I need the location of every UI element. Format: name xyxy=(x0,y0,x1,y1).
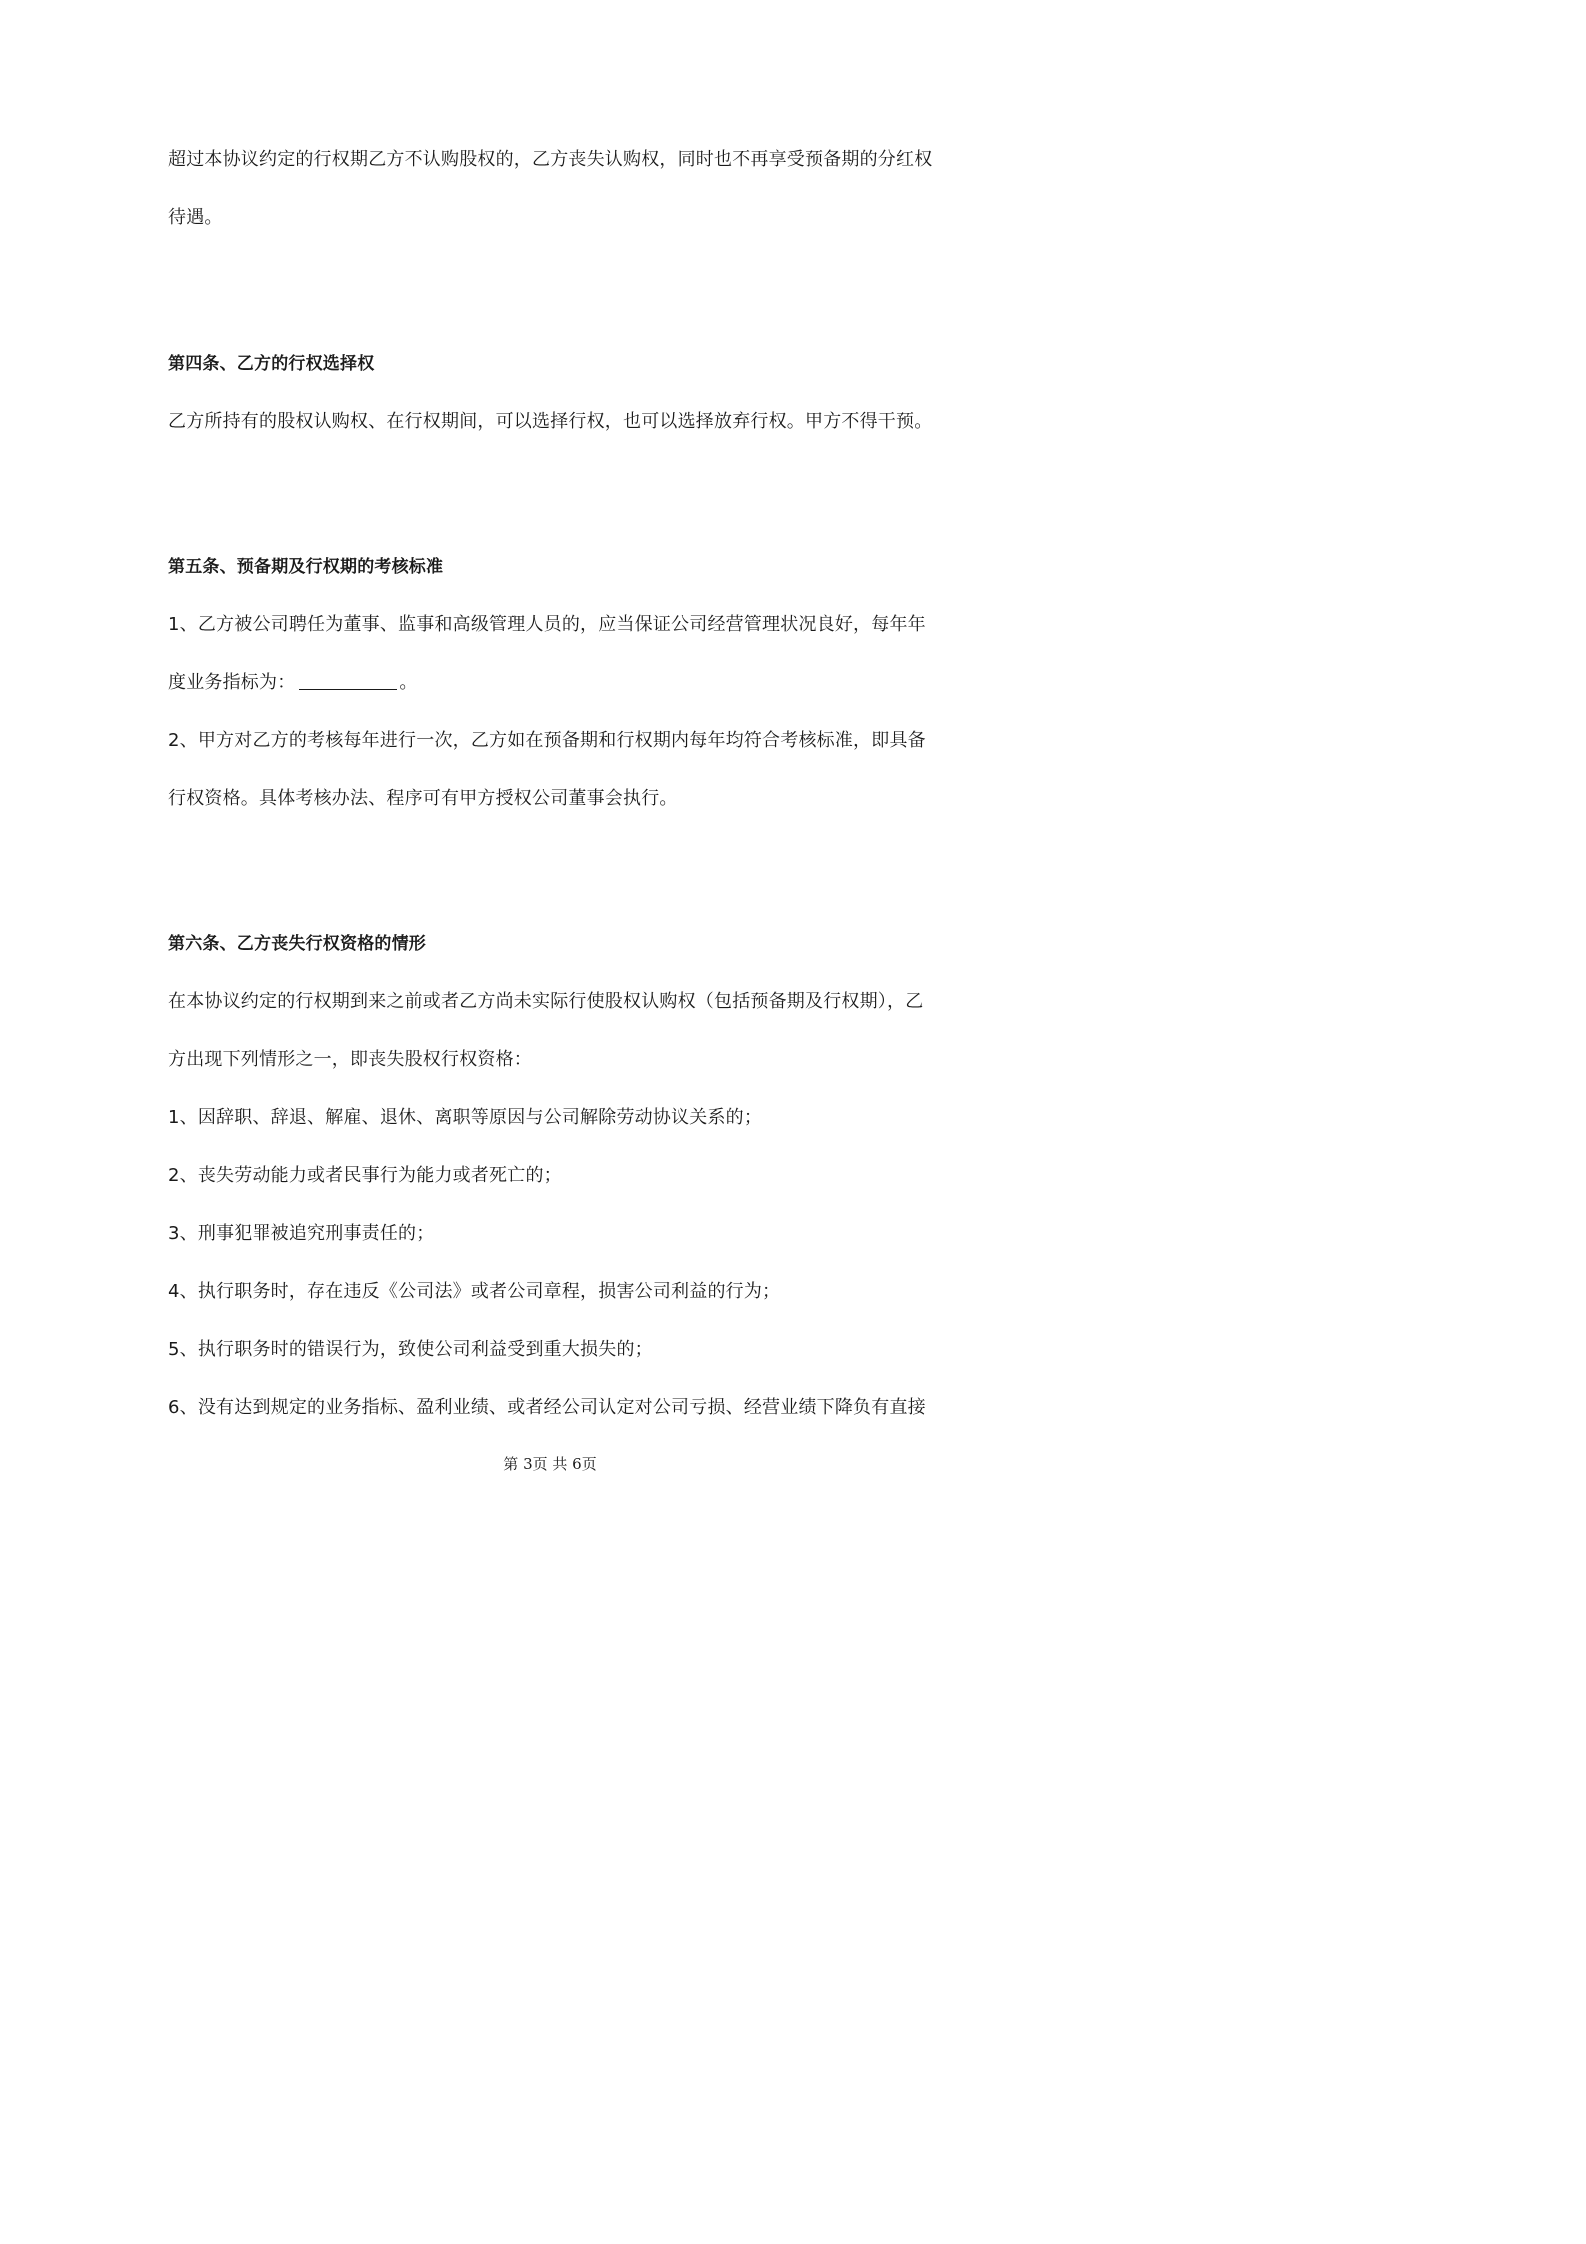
article-5-item-1-line-1: 1、乙方被公司聘任为董事、监事和高级管理人员的，应当保证公司经营管理状况良好，每年年 xyxy=(168,614,926,635)
article-5-heading: 第五条、预备期及行权期的考核标准 xyxy=(168,557,444,577)
paragraph-line: 超过本协议约定的行权期乙方不认购股权的，乙方丧失认购权，同时也不再享受预备期的分红权 xyxy=(168,149,933,170)
article-6-intro-line-2: 方出现下列情形之一，即丧失股权行权资格： xyxy=(168,1049,532,1070)
fill-in-blank[interactable] xyxy=(299,671,397,690)
period-mark: 。 xyxy=(399,672,418,693)
article-5-item-1-line-2 xyxy=(168,671,943,695)
article-6-item: 1、因辞职、辞退、解雇、退休、离职等原因与公司解除劳动协议关系的； xyxy=(168,1107,763,1128)
document-page xyxy=(0,0,1100,1556)
article-6-heading: 第六条、乙方丧失行权资格的情形 xyxy=(168,934,426,954)
indicator-label: 度业务指标为： xyxy=(168,672,296,693)
page-number-footer: 第 3页 共 6页 xyxy=(503,1455,597,1473)
article-4-heading: 第四条、乙方的行权选择权 xyxy=(168,354,375,374)
article-6-item: 6、没有达到规定的业务指标、盈利业绩、或者经公司认定对公司亏损、经营业绩下降负有直接 xyxy=(168,1397,926,1418)
article-6-item: 2、丧失劳动能力或者民事行为能力或者死亡的； xyxy=(168,1165,562,1186)
article-6-intro-line-1: 在本协议约定的行权期到来之前或者乙方尚未实际行使股权认购权（包括预备期及行权期），乙 xyxy=(168,991,924,1012)
article-6-item: 4、执行职务时，存在违反《公司法》或者公司章程，损害公司利益的行为； xyxy=(168,1281,781,1302)
article-5-item-2-line-1: 2、甲方对乙方的考核每年进行一次，乙方如在预备期和行权期内每年均符合考核标准，即具备 xyxy=(168,730,926,751)
paragraph-line: 待遇。 xyxy=(168,207,223,228)
article-6-item: 3、刑事犯罪被追究刑事责任的； xyxy=(168,1223,435,1244)
article-5-item-2-line-2: 行权资格。具体考核办法、程序可有甲方授权公司董事会执行。 xyxy=(168,788,678,809)
article-6-item: 5、执行职务时的错误行为，致使公司利益受到重大损失的； xyxy=(168,1339,653,1360)
article-4-body: 乙方所持有的股权认购权、在行权期间，可以选择行权，也可以选择放弃行权。甲方不得干预。 xyxy=(168,411,933,432)
